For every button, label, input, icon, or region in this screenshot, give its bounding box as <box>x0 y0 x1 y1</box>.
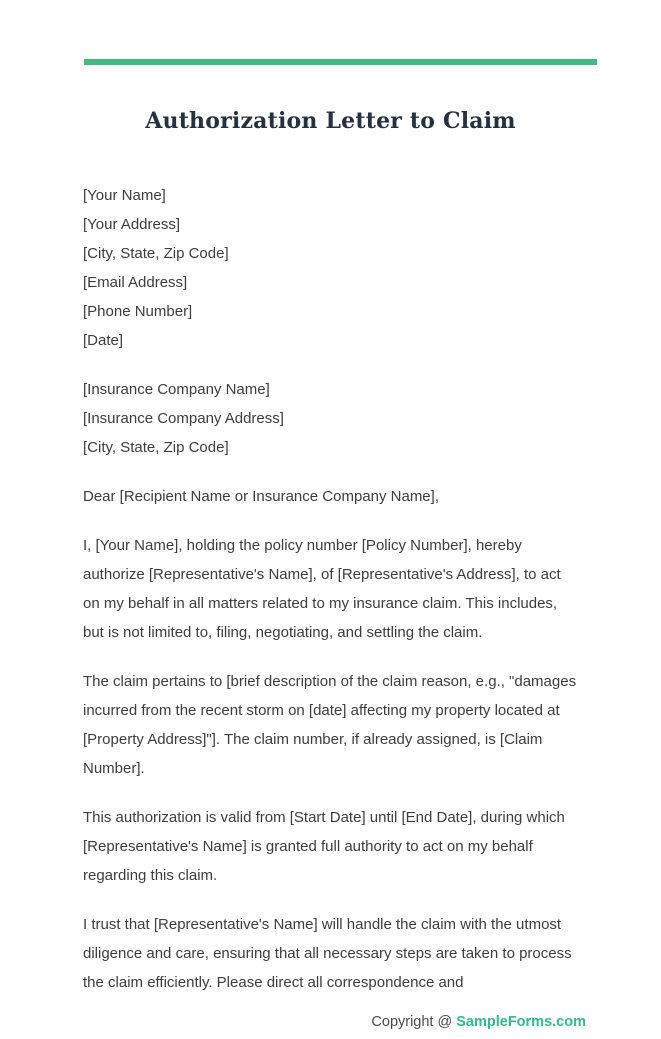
body-paragraph: The claim pertains to [brief description of the claim reason, e.g., "damages incurred from the recent storm on [date] affecting my property located at [Property Address]"]. The claim number, if already assigned, is [Claim Number]. <box>83 673 577 777</box>
body-paragraph: This authorization is valid from [Start Date] until [End Date], during which [Representative's Name] is granted full authority to act on my behalf regarding this claim. <box>83 809 565 884</box>
copyright-text: Copyright @ <box>371 1014 457 1030</box>
recipient-line: [Insurance Company Name] <box>83 381 270 398</box>
page-title: Authorization Letter to Claim <box>145 108 516 134</box>
sender-line: [Phone Number] <box>83 303 193 320</box>
sender-line: [Your Name] <box>83 187 166 204</box>
sender-line: [Date] <box>83 332 124 349</box>
sender-line: [City, State, Zip Code] <box>83 245 229 262</box>
body-paragraph: I trust that [Representative's Name] will handle the claim with the utmost diligence and care, ensuring that all necessary steps are taken to process the claim efficiently. Please direct all correspondence and <box>83 916 572 991</box>
sender-line: [Email Address] <box>83 274 188 291</box>
salutation: Dear [Recipient Name or Insurance Company Name], <box>83 488 439 505</box>
sender-block <box>83 181 580 355</box>
sampleforms-link[interactable]: SampleForms.com <box>456 1014 586 1030</box>
letter-body <box>83 181 580 997</box>
recipient-line: [City, State, Zip Code] <box>83 439 229 456</box>
top-accent-bar <box>84 59 597 65</box>
footer-copyright <box>371 1012 586 1032</box>
recipient-block <box>83 375 580 462</box>
sender-line: [Your Address] <box>83 216 181 233</box>
body-paragraph: I, [Your Name], holding the policy number [Policy Number], hereby authorize [Representative's Name], of [Representative's Address], to act on my behalf in all matters related to my insurance claim. This includes, but is not limited to, filing, negotiating, and settling the claim. <box>83 537 561 641</box>
recipient-line: [Insurance Company Address] <box>83 410 284 427</box>
